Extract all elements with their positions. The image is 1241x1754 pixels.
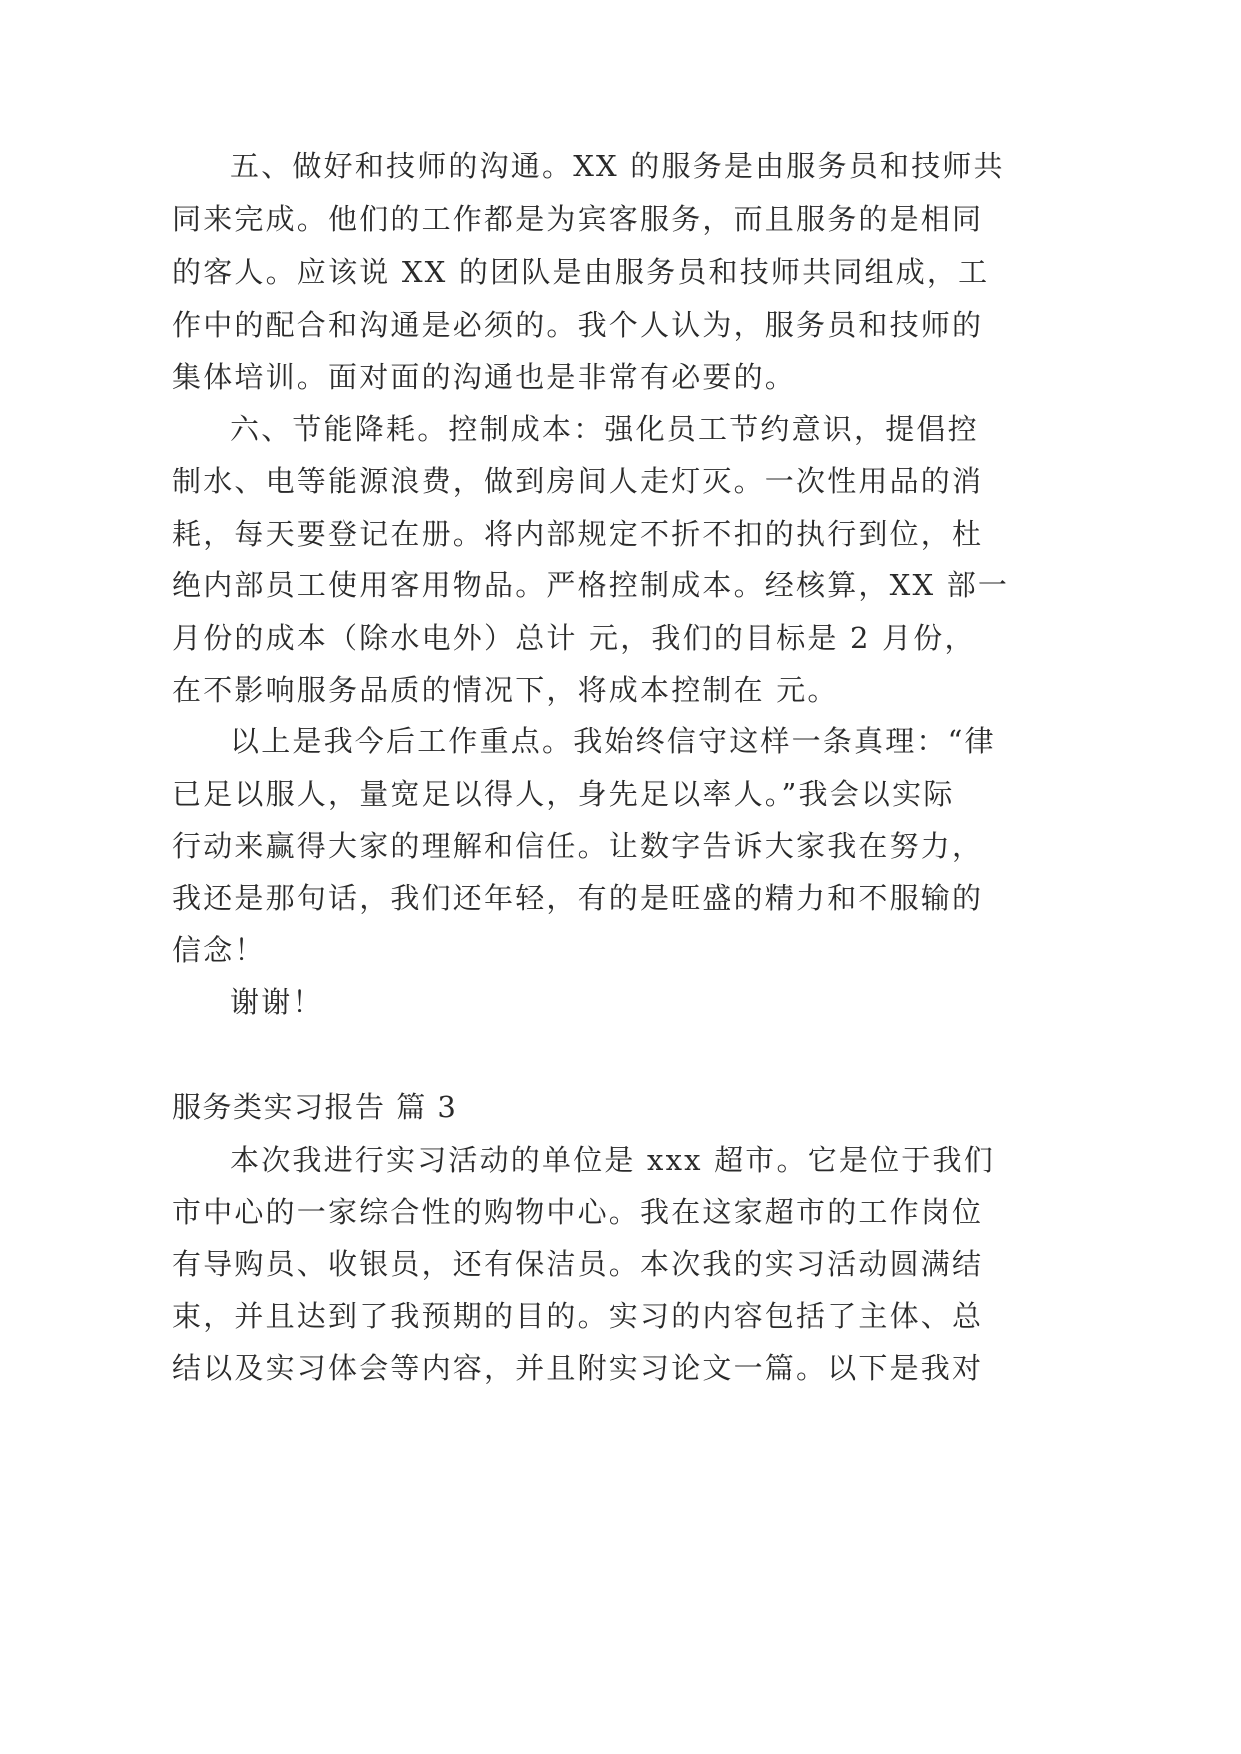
paragraph-line: 束，并且达到了我预期的目的。实习的内容包括了主体、总 xyxy=(172,1299,984,1333)
paragraph-line: 结以及实习体会等内容，并且附实习论文一篇。以下是我对 xyxy=(172,1351,984,1385)
closing-line: 谢谢！ xyxy=(230,985,324,1019)
section-heading: 服务类实习报告 篇 3 xyxy=(172,1090,458,1124)
paragraph-line: 月份的成本（除水电外）总计 元，我们的目标是 2 月份， xyxy=(172,621,976,655)
paragraph-line: 已足以服人，量宽足以得人，身先足以率人。”我会以实际 xyxy=(172,777,955,811)
paragraph-line: 以上是我今后工作重点。我始终信守这样一条真理：“律 xyxy=(230,724,996,758)
paragraph-line: 我还是那句话，我们还年轻，有的是旺盛的精力和不服输的 xyxy=(172,881,984,915)
paragraph-line: 有导购员、收银员，还有保洁员。本次我的实习活动圆满结 xyxy=(172,1247,984,1281)
paragraph-line: 行动来赢得大家的理解和信任。让数字告诉大家我在努力， xyxy=(172,829,984,863)
paragraph-line: 六、节能降耗。控制成本：强化员工节约意识，提倡控 xyxy=(230,412,979,446)
paragraph-line: 作中的配合和沟通是必须的。我个人认为，服务员和技师的 xyxy=(172,308,984,342)
paragraph-line: 的客人。应该说 XX 的团队是由服务员和技师共同组成，工 xyxy=(172,255,990,289)
paragraph-line: 信念！ xyxy=(172,933,266,967)
paragraph-line: 市中心的一家综合性的购物中心。我在这家超市的工作岗位 xyxy=(172,1195,984,1229)
paragraph-line: 绝内部员工使用客用物品。严格控制成本。经核算，XX 部一 xyxy=(172,568,1010,602)
paragraph-line: 本次我进行实习活动的单位是 xxx 超市。它是位于我们 xyxy=(230,1143,995,1177)
paragraph-line: 同来完成。他们的工作都是为宾客服务，而且服务的是相同 xyxy=(172,202,984,236)
paragraph-line: 集体培训。面对面的沟通也是非常有必要的。 xyxy=(172,360,797,394)
paragraph-line: 耗，每天要登记在册。将内部规定不折不扣的执行到位，杜 xyxy=(172,517,984,551)
paragraph-line: 五、做好和技师的沟通。XX 的服务是由服务员和技师共 xyxy=(230,149,1005,183)
paragraph-line: 制水、电等能源浪费，做到房间人走灯灭。一次性用品的消 xyxy=(172,464,984,498)
paragraph-line: 在不影响服务品质的情况下，将成本控制在 元。 xyxy=(172,673,839,707)
